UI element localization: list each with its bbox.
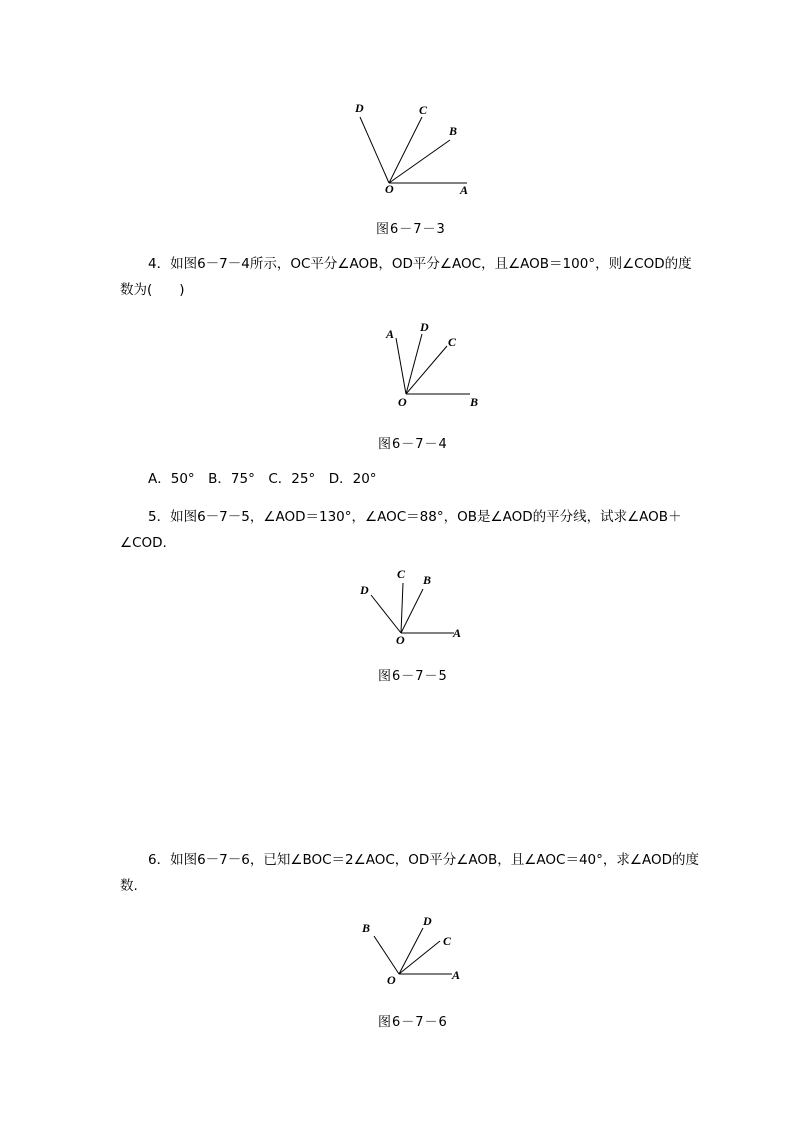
problem-4-line-1: 4．如图6－7－4所示，OC平分∠AOB，OD平分∠AOC，且∠AOB＝100°，则∠COD的度: [148, 256, 692, 272]
label-a: A: [386, 327, 395, 341]
ray-ob: [401, 589, 423, 633]
problem-4-line-2: 数为( ): [120, 282, 185, 298]
ray-od: [360, 117, 389, 183]
label-b: B: [449, 124, 458, 138]
label-c: C: [448, 335, 457, 349]
label-b: B: [423, 573, 432, 587]
problem-6-line-2: 数.: [120, 878, 138, 894]
label-a: A: [460, 183, 469, 197]
label-o: O: [398, 395, 407, 409]
figure-6-7-4: [378, 318, 488, 413]
figure-6-7-6: [352, 910, 472, 995]
label-o: O: [387, 973, 396, 987]
ray-ob: [389, 140, 450, 183]
label-d: D: [423, 914, 432, 928]
ray-oc: [401, 583, 403, 633]
label-c: C: [397, 567, 406, 581]
figure-caption: 图6－7－4: [378, 437, 448, 452]
label-c: C: [419, 103, 428, 117]
problem-5-line-1: 5．如图6－7－5，∠AOD＝130°，∠AOC＝88°，OB是∠AOD的平分线，试求∠AOB＋: [148, 509, 682, 525]
figure-6-7-5: [352, 565, 472, 650]
ray-od: [371, 595, 401, 633]
label-a: A: [453, 626, 462, 640]
label-o: O: [385, 182, 394, 196]
ray-oc: [389, 117, 422, 183]
label-b: B: [470, 395, 479, 409]
problem-5-line-2: ∠COD.: [120, 535, 167, 551]
problem-6-line-1: 6．如图6－7－6，已知∠BOC＝2∠AOC，OD平分∠AOB，且∠AOC＝40°，求∠AOD的度: [148, 852, 699, 868]
ray-oa: [396, 338, 406, 394]
label-d: D: [355, 101, 364, 115]
label-a: A: [452, 968, 461, 982]
ray-ob: [374, 936, 399, 974]
label-c: C: [443, 934, 452, 948]
ray-oc: [399, 941, 440, 974]
figure-caption: 图6－7－5: [378, 669, 448, 684]
label-d: D: [420, 320, 429, 334]
figure-caption: 图6－7－3: [376, 222, 446, 237]
figure-caption: 图6－7－6: [378, 1015, 448, 1030]
figure-6-7-3: [350, 100, 480, 200]
label-b: B: [362, 921, 371, 935]
ray-od: [399, 928, 423, 974]
problem-4-options: A．50° B．75° C．25° D．20°: [148, 471, 377, 487]
label-d: D: [360, 583, 369, 597]
label-o: O: [396, 633, 405, 647]
